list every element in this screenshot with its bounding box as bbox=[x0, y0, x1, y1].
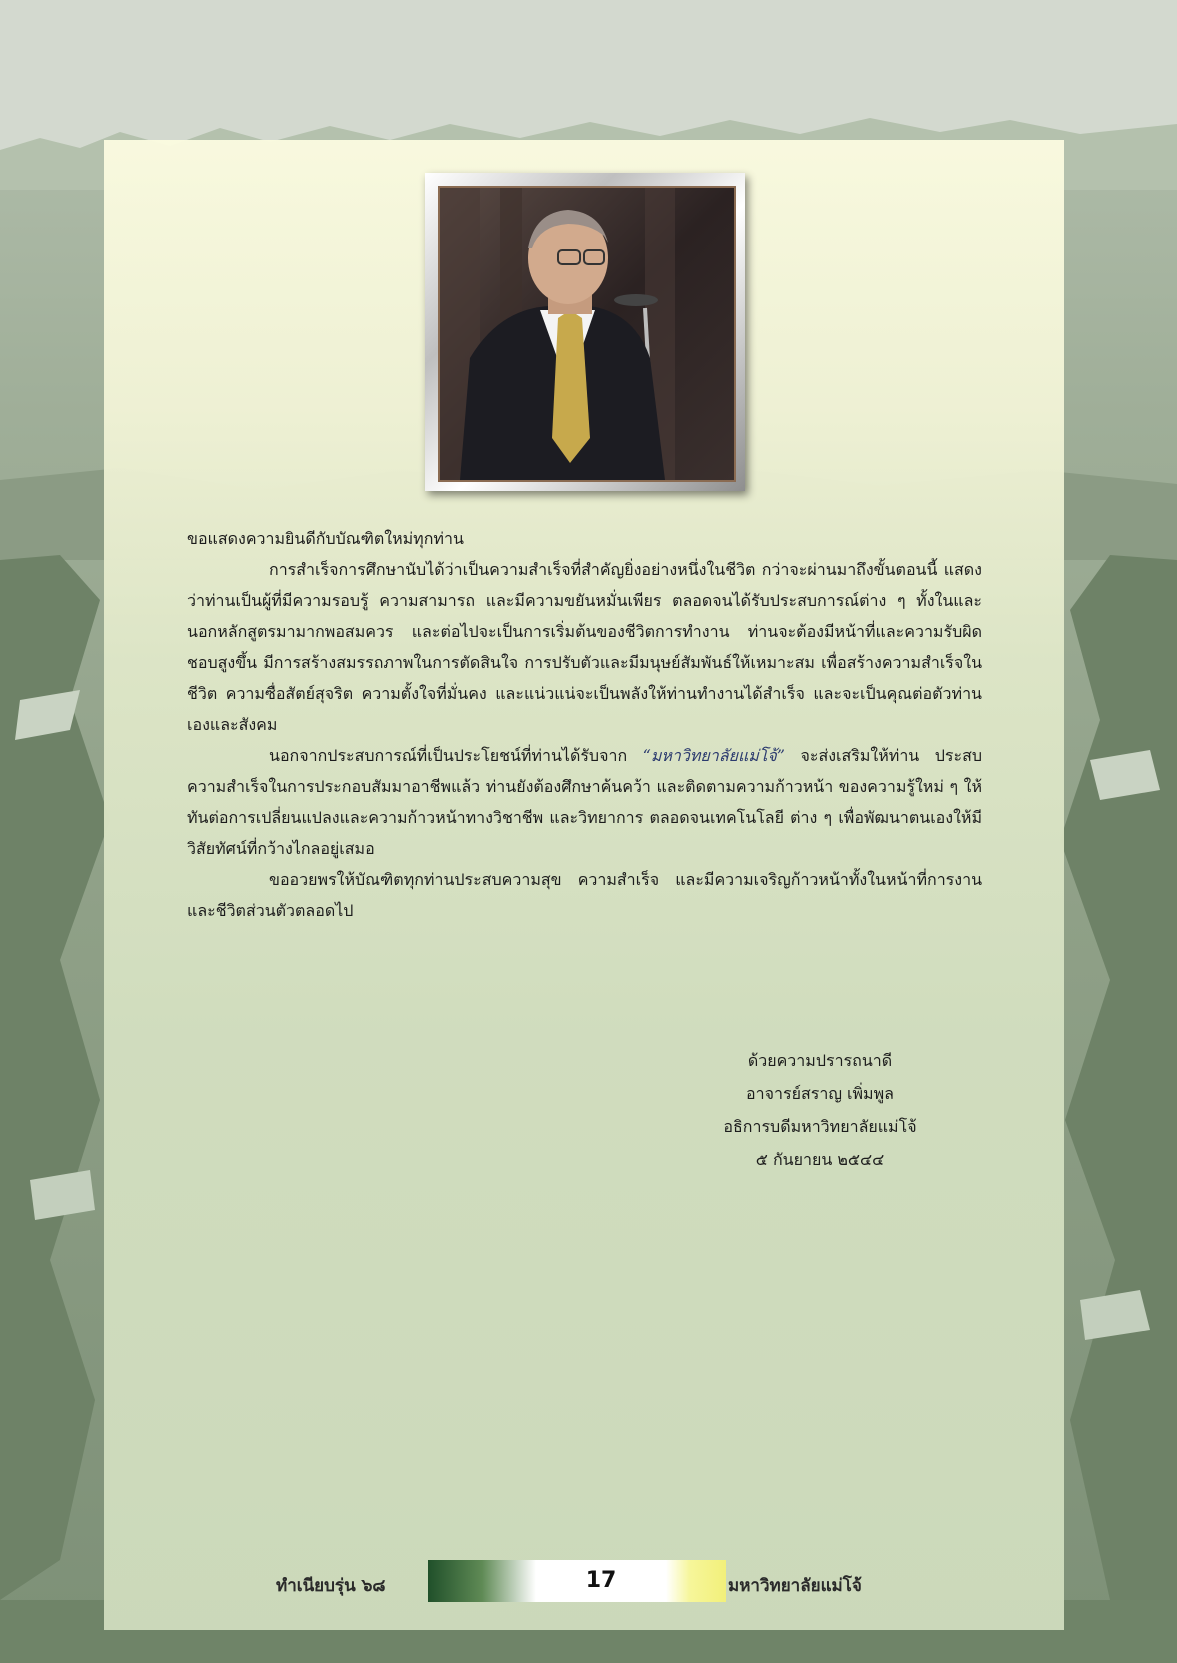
university-name-quote: “มหาวิทยาลัยแม่โจ้” bbox=[642, 746, 785, 765]
portrait-photo bbox=[438, 186, 736, 482]
letter-date: ๕ กันยายน ๒๕๔๔ bbox=[755, 1150, 885, 1169]
paragraph-2-body: จะส่งเสริมให้ท่าน ประสบความสำเร็จในการประกอบสัมมาอาชีพแล้ว ท่านยังต้องศึกษาค้นคว้า และติดตามความก้าวหน้า ของความรู้ใหม่ ๆ ให้ทันต่อการเปลี่ยนแปลงและความก้าวหน้าทางวิชาชีพ และวิทยาการ ตลอดจนเทคโนโลยี ต่าง ๆ เพื่อพัฒนาตนเองให้มีวิสัยทัศน์ที่กว้างไกลอยู่เสมอ bbox=[187, 746, 983, 858]
signature-block bbox=[660, 1044, 980, 1176]
closing-line: ด้วยความปรารถนาดี bbox=[747, 1051, 893, 1070]
footer-university-name: มหาวิทยาลัยแม่โจ้ bbox=[728, 1576, 862, 1596]
paragraph-2-intro: นอกจากประสบการณ์ที่เป็นประโยชน์ที่ท่านได้รับจาก bbox=[269, 746, 643, 765]
speaker-portrait-image bbox=[440, 188, 734, 480]
letter-paragraph-2 bbox=[187, 740, 982, 864]
congratulation-letter bbox=[187, 523, 982, 926]
portrait-frame bbox=[425, 173, 745, 491]
letter-paragraph-3: ขออวยพรให้บัณฑิตทุกท่านประสบความสุข ความสำเร็จ และมีความเจริญก้าวหน้าทั้งในหน้าที่การงาน และชีวิตส่วนตัวตลอดไป bbox=[187, 870, 982, 920]
footer-yellow-gradient-bar bbox=[666, 1560, 726, 1602]
signer-name: อาจารย์สราญ เพิ่มพูล bbox=[746, 1084, 894, 1103]
footer-green-gradient-bar bbox=[428, 1560, 536, 1602]
page-number: 17 bbox=[536, 1560, 666, 1602]
letter-paragraph-1: การสำเร็จการศึกษานับได้ว่าเป็นความสำเร็จที่สำคัญยิ่งอย่างหนึ่งในชีวิต กว่าจะผ่านมาถึงขั้นตอนนี้ แสดงว่าท่านเป็นผู้ที่มีความรอบรู้ ความสามารถ และมีความขยันหมั่นเพียร ตลอดจนได้รับประสบการณ์ต่าง ๆ ทั้งในและนอกหลักสูตรมามากพอสมควร และต่อไปจะเป็นการเริ่มต้นของชีวิตการทำงาน ท่านจะต้องมีหน้าที่และความรับผิดชอบสูงขึ้น มีการสร้างสมรรถภาพในการตัดสินใจ การปรับตัวและมีมนุษย์สัมพันธ์ให้เหมาะสม เพื่อสร้างความสำเร็จในชีวิต ความซื่อสัตย์สุจริต ความตั้งใจที่มั่นคง และแน่วแน่จะเป็นพลังให้ท่านทำงานได้สำเร็จ และจะเป็นคุณต่อตัวท่านเองและสังคม bbox=[187, 560, 982, 734]
page-footer bbox=[0, 1560, 1177, 1606]
letter-greeting: ขอแสดงความยินดีกับบัณฑิตใหม่ทุกท่าน bbox=[187, 529, 464, 548]
signer-position: อธิการบดีมหาวิทยาลัยแม่โจ้ bbox=[723, 1117, 917, 1136]
footer-directory-title: ทำเนียบรุ่น ๖๘ bbox=[276, 1576, 386, 1596]
